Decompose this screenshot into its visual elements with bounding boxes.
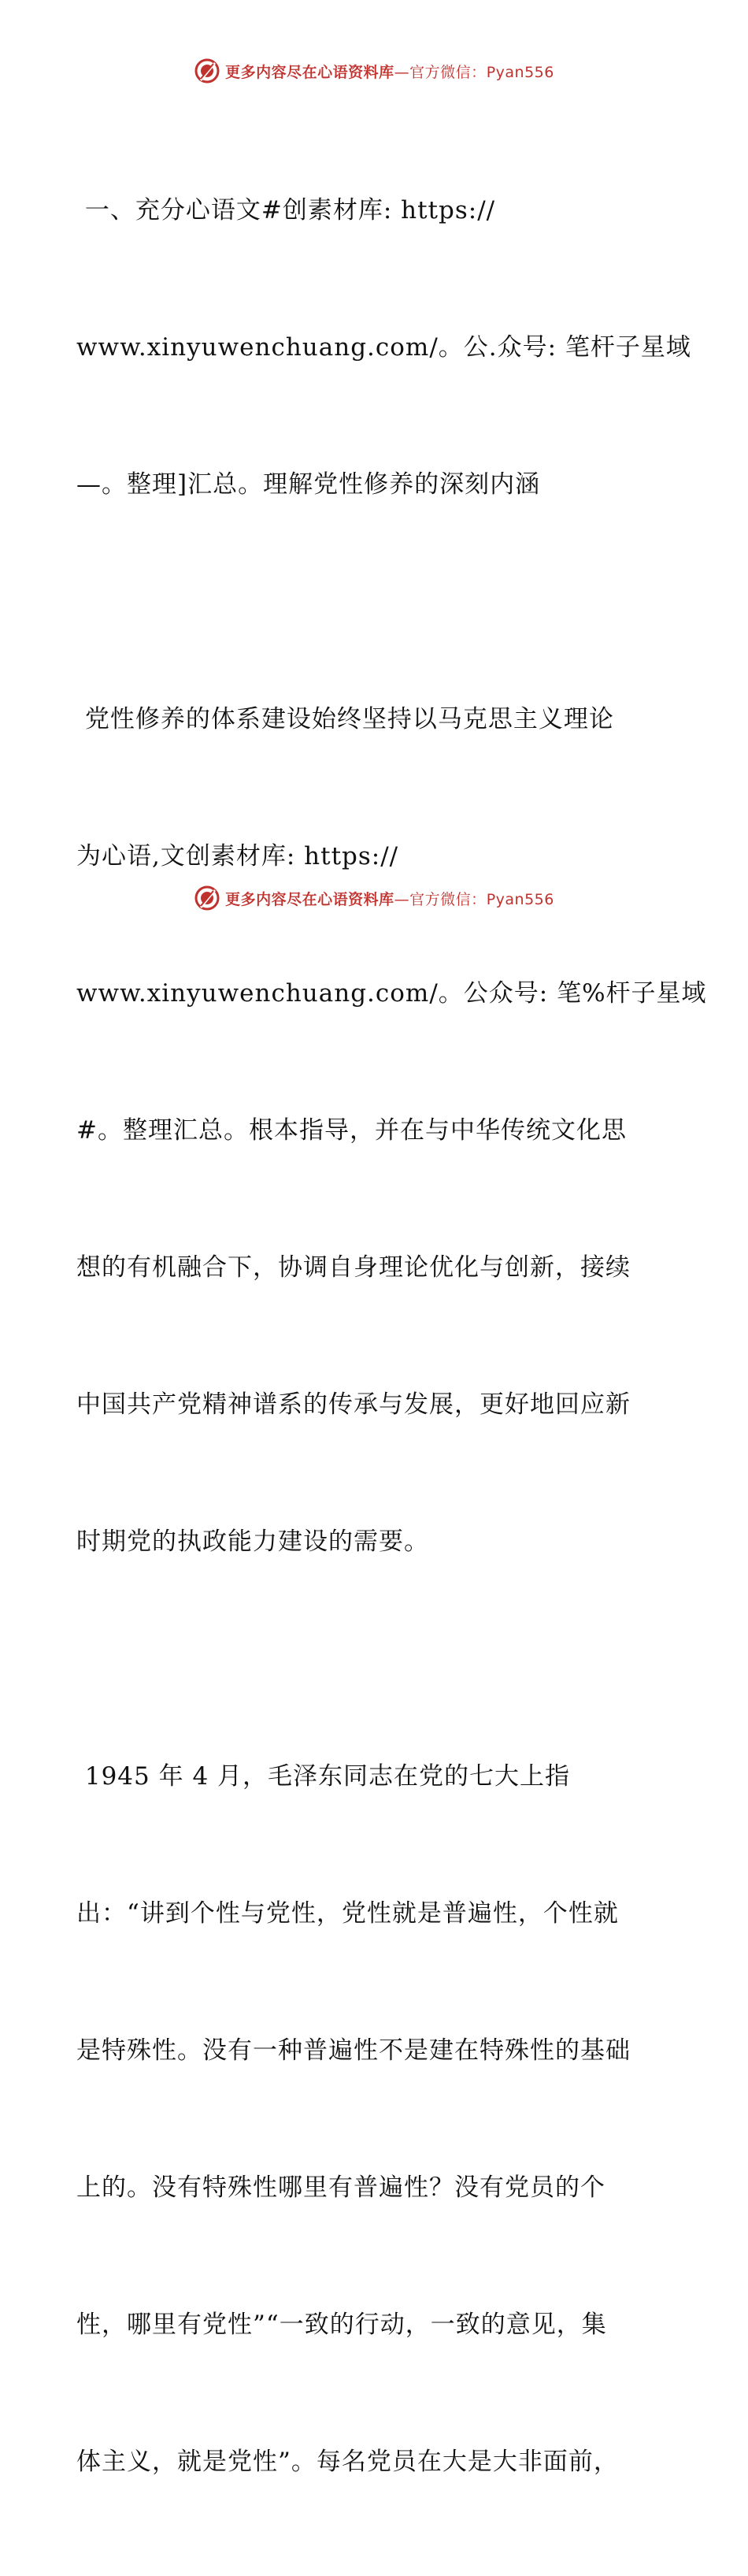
quill-logo-icon [194, 58, 220, 84]
text-line: 中国共产党精神谱系的传承与发展，更好地回应新 [76, 1390, 631, 1419]
banner-separator: — [394, 63, 410, 81]
text-line: 时期党的执政能力建设的需要。 [76, 1527, 429, 1556]
text-line: 想的有机融合下，协调自身理论优化与创新，接续 [76, 1253, 631, 1282]
paragraph-3 [76, 1662, 675, 2576]
header-banner [0, 55, 748, 87]
paragraph-1 [76, 96, 691, 599]
banner-wechat-label: 官方微信： [409, 63, 487, 81]
banner-slogan: 更多内容尽在心语资料库 [225, 890, 394, 908]
paragraph-2 [76, 605, 707, 1656]
text-line: 上的。没有特殊性哪里有普遍性？没有党员的个 [76, 2173, 605, 2202]
banner-wechat-id: Pyan556 [486, 63, 554, 81]
text-line: 为心语,文创素材库: https:// [76, 842, 399, 870]
banner-wechat-label: 官方微信： [409, 890, 487, 908]
text-line: www.xinyuwenchuang.com/。公.众号: 笔杆子星域 [76, 333, 691, 362]
banner-separator: — [394, 890, 410, 908]
text-line: 性，哪里有党性”“一致的行动，一致的意见，集 [76, 2311, 607, 2339]
document-body [76, 96, 707, 2576]
text-line: 是特殊性。没有一种普遍性不是建在特殊性的基础 [76, 2036, 631, 2065]
text-line: 出：“讲到个性与党性，党性就是普遍性，个性就 [76, 1899, 619, 1928]
text-line: 1945 年 4 月，毛泽东同志在党的七大上指 [76, 1762, 571, 1791]
text-line: —。整理]汇总。理解党性修养的深刻内涵 [76, 470, 541, 499]
text-line: #。整理汇总。根本指导，并在与中华传统文化思 [76, 1116, 627, 1145]
text-line: 党性修养的体系建设始终坚持以马克思主义理论 [76, 705, 614, 733]
text-line: www.xinyuwenchuang.com/。公众号: 笔%杆子星域 [76, 979, 707, 1008]
banner-slogan: 更多内容尽在心语资料库 [225, 63, 394, 81]
text-line: 体主义，就是党性”。每名党员在大是大非面前， [76, 2448, 619, 2476]
text-line: 一、充分心语文#创素材库: https:// [76, 196, 496, 225]
banner-wechat-id: Pyan556 [486, 890, 554, 908]
quill-logo-icon [194, 885, 220, 911]
footer-banner [0, 882, 748, 914]
